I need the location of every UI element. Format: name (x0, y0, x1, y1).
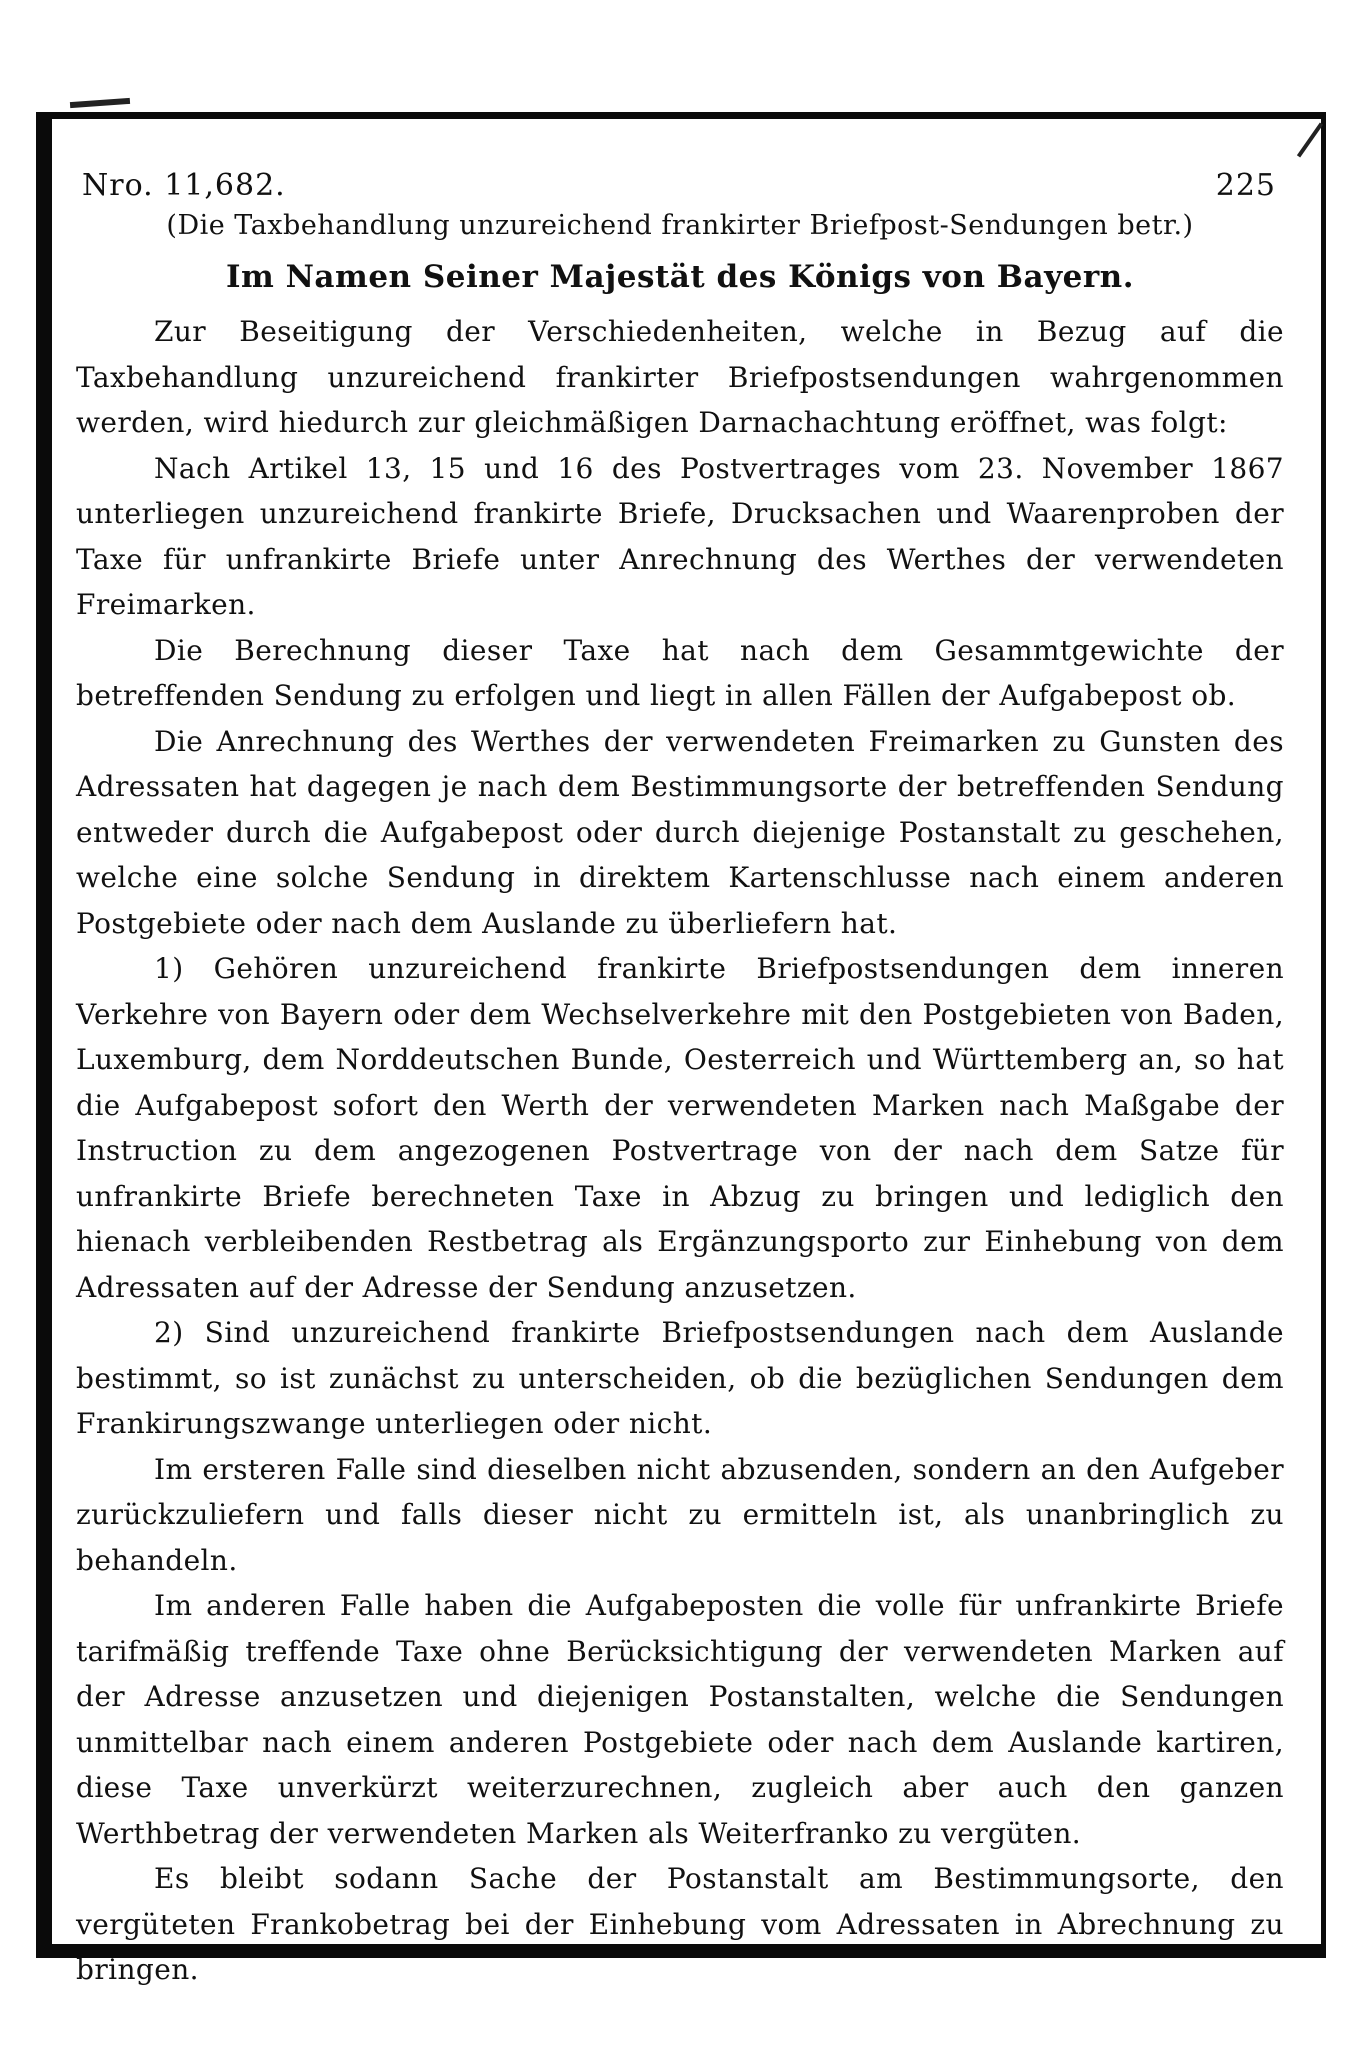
corner-mark (70, 98, 130, 108)
paragraph-intro: Zur Beseitigung der Verschiedenheiten, welche in Bezug auf die Taxbehandlung unzureichend frankirter Briefpostsendungen wahrgenommen werden, wird hiedurch zur gleichmäßigen Darnachachtung eröffnet, was folgt: (76, 315, 1284, 439)
page-number: 225 (1215, 168, 1276, 203)
paragraph-calculation: Die Berechnung dieser Taxe hat nach dem Gesammtgewichte der betreffenden Sendung zu erfolgen und liegt in allen Fällen der Aufgabepost ob. (76, 633, 1284, 712)
paragraph-other-case: Im anderen Falle haben die Aufgabeposten die volle für unfrankirte Briefe tarifmäßig treffende Taxe ohne Berücksichtigung der verwendeten Marken auf der Adresse anzusetzen und diejenigen Postanstalten, welche die Sendungen unmittelbar nach einem anderen Postgebiete oder nach dem Auslande kartiren, diese Taxe unverkürzt weiterzurechnen, zugleich aber auch den ganzen Werthbetrag der verwendeten Marken als Weiterfranko zu vergüten. (76, 1589, 1284, 1850)
paragraph-first-case: Im ersteren Falle sind dieselben nicht abzusenden, sondern an den Aufgeber zurückzuliefern und falls dieser nicht zu ermitteln ist, als unanbringlich zu behandeln. (76, 1452, 1284, 1577)
document-number: Nro. 11,682. (82, 168, 286, 203)
paragraph-closing: Es bleibt sodann Sache der Postanstalt am Bestimmungsorte, den vergüteten Frankobetrag bei der Einhebung vom Adressaten in Abrechnung zu bringen. (76, 1862, 1284, 1986)
paragraph-crediting: Die Anrechnung des Werthes der verwendeten Freimarken zu Gunsten des Adressaten hat dagegen je nach dem Bestimmungsorte der betreffenden Sendung entweder durch die Aufgabepost oder durch diejenige Postanstalt zu geschehen, welche eine solche Sendung in direktem Kartenschlusse nach einem anderen Postgebiete oder nach dem Auslande zu überliefern hat. (76, 724, 1284, 940)
document-page (76, 150, 1284, 1993)
document-title: Im Namen Seiner Majestät des Königs von Bayern. (226, 259, 1134, 295)
paragraph-clause-1: 1) Gehören unzureichend frankirte Briefpostsendungen dem inneren Verkehre von Bayern oder dem Wechselverkehre mit den Postgebieten von Baden, Luxemburg, dem Norddeutschen Bunde, Oesterreich und Württemberg an, so hat die Aufgabepost sofort den Werth der verwendeten Marken nach Maßgabe der Instruction zu dem angezogenen Postvertrage von der nach dem Satze für unfrankirte Briefe berechneten Taxe in Abzug zu bringen und lediglich den hienach verbleibenden Restbetrag als Ergänzungsporto zur Einhebung von dem Adressaten auf der Adresse der Sendung anzusetzen. (76, 952, 1284, 1304)
paragraph-clause-2: 2) Sind unzureichend frankirte Briefpostsendungen nach dem Auslande bestimmt, so ist zunächst zu unterscheiden, ob die bezüglichen Sendungen dem Frankirungszwange unterliegen oder nicht. (76, 1316, 1284, 1440)
paragraph-article: Nach Artikel 13, 15 und 16 des Postvertrages vom 23. November 1867 unterliegen unzureichend frankirte Briefe, Drucksachen und Waarenproben der Taxe für unfrankirte Briefe unter Anrechnung des Werthes der verwendeten Freimarken. (76, 451, 1284, 621)
subject-line: (Die Taxbehandlung unzureichend frankirter Briefpost-Sendungen betr.) (166, 210, 1194, 241)
page-header (76, 150, 1284, 203)
